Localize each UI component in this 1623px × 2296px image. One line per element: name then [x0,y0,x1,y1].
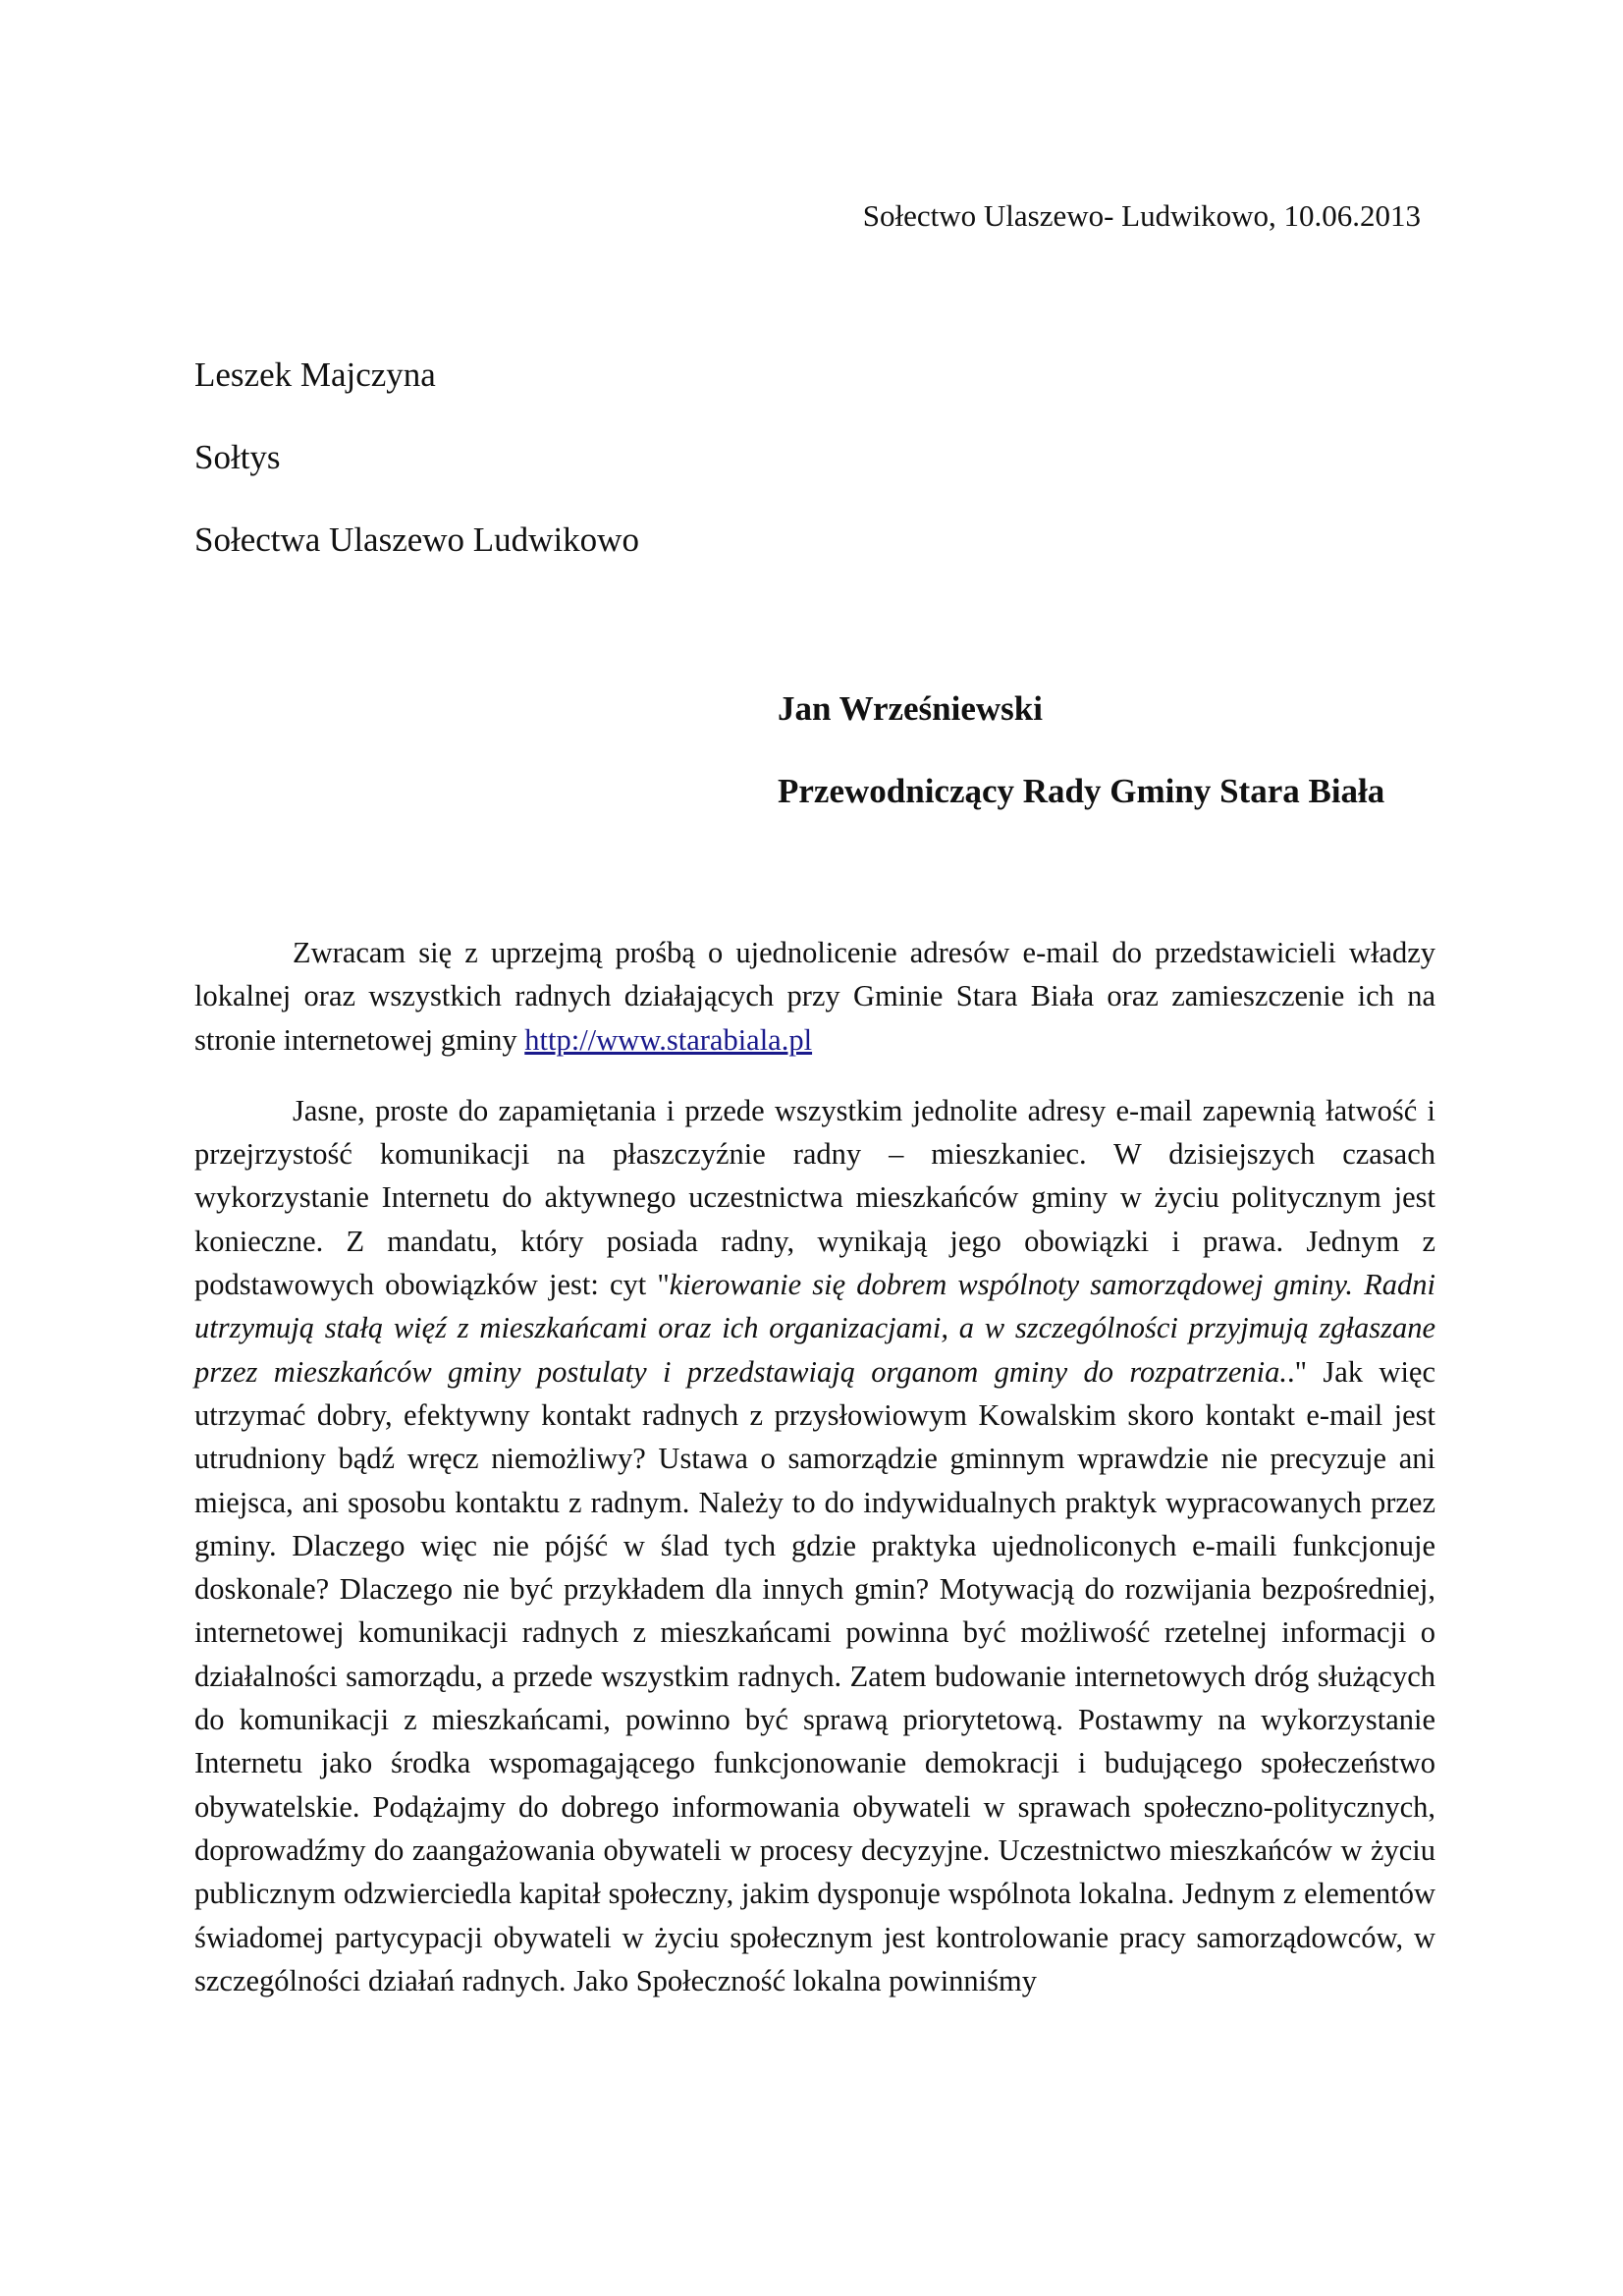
sender-role: Sołtys [194,438,281,476]
letter-body [194,931,1435,2030]
gmina-website-link[interactable]: http://www.starabiala.pl [524,1022,813,1057]
sender-organization: Sołectwa Ulaszewo Ludwikowo [194,520,639,559]
paragraph-request-text: Zwracam się z uprzejmą prośbą o ujednolicenie adresów e-mail do przedstawicieli władzy lokalnej oraz wszystkich radnych działających przy Gminie Stara Biała oraz zamieszczenie ich na stronie internetowej gminy [194,936,1435,1057]
paragraph-justification-part1: Jasne, proste do zapamiętania i przede wszystkim jednolite adresy e-mail zapewnią łatwość i przejrzystość komunikacji na płaszczyźnie radny – mieszkaniec. W dzisiejszych czasach wykorzystanie Internetu do aktywnego uczestnictwa mieszkańców gminy w życiu politycznym jest konieczne. Z mandatu, który posiada radny, wynikają jego obowiązki i prawa. Jednym z podstawowych obowiązków jest: cyt " [194,1093,1435,1302]
recipient-title: Przewodniczący Rady Gminy Stara Biała [778,772,1385,810]
sender-block [194,354,639,601]
paragraph-request [194,931,1435,1062]
dateline: Sołectwo Ulaszewo- Ludwikowo, 10.06.2013 [862,198,1421,233]
sender-name: Leszek Majczyna [194,355,436,394]
paragraph-justification-part2: ." Jak więc utrzymać dobry, efektywny kontakt radnych z przysłowiowym Kowalskim skoro kontakt e-mail jest utrudniony bądź wręcz niemożliwy? Ustawa o samorządzie gminnym wprawdzie nie precyzuje ani miejsca, ani sposobu kontaktu z radnym. Należy to do indywidualnych praktyk wypracowanych przez gminy. Dlaczego więc nie pójść w ślad tych gdzie praktyka ujednoliconych e-maili funkcjonuje doskonale? Dlaczego nie być przykładem dla innych gmin? Motywacją do rozwijania bezpośredniej, internetowej komunikacji radnych z mieszkańcami powinna być możliwość rzetelnej informacji o działalności samorządu, a przede wszystkim radnych. Zatem budowanie internetowych dróg służących do komunikacji z mieszkańcami, powinno być sprawą priorytetową. Postawmy na wykorzystanie Internetu jako środka wspomagającego funkcjonowanie demokracji i budującego społeczeństwo obywatelskie. Podążajmy do dobrego informowania obywateli w sprawach społeczno-politycznych, doprowadźmy do zaangażowania obywateli w procesy decyzyjne. Uczestnictwo mieszkańców w życiu publicznym odzwierciedla kapitał społeczny, jakim dysponuje wspólnota lokalna. Jednym z elementów świadomej partycypacji obywateli w życiu społecznym jest kontrolowanie pracy samorządowców, w szczególności działań radnych. Jako Społeczność lokalna powinniśmy [194,1354,1435,1997]
paragraph-justification [194,1089,1435,2002]
recipient-name: Jan Wrześniewski [778,689,1043,728]
recipient-block [778,687,1384,852]
statute-quote: kierowanie się dobrem wspólnoty samorządowej gminy. Radni utrzymują stałą więź z mieszkańcami oraz ich organizacjami, a w szczególności przyjmują zgłaszane przez mieszkańców gminy postulaty i przedstawiają organom gminy do rozpatrzenia. [194,1268,1435,1389]
